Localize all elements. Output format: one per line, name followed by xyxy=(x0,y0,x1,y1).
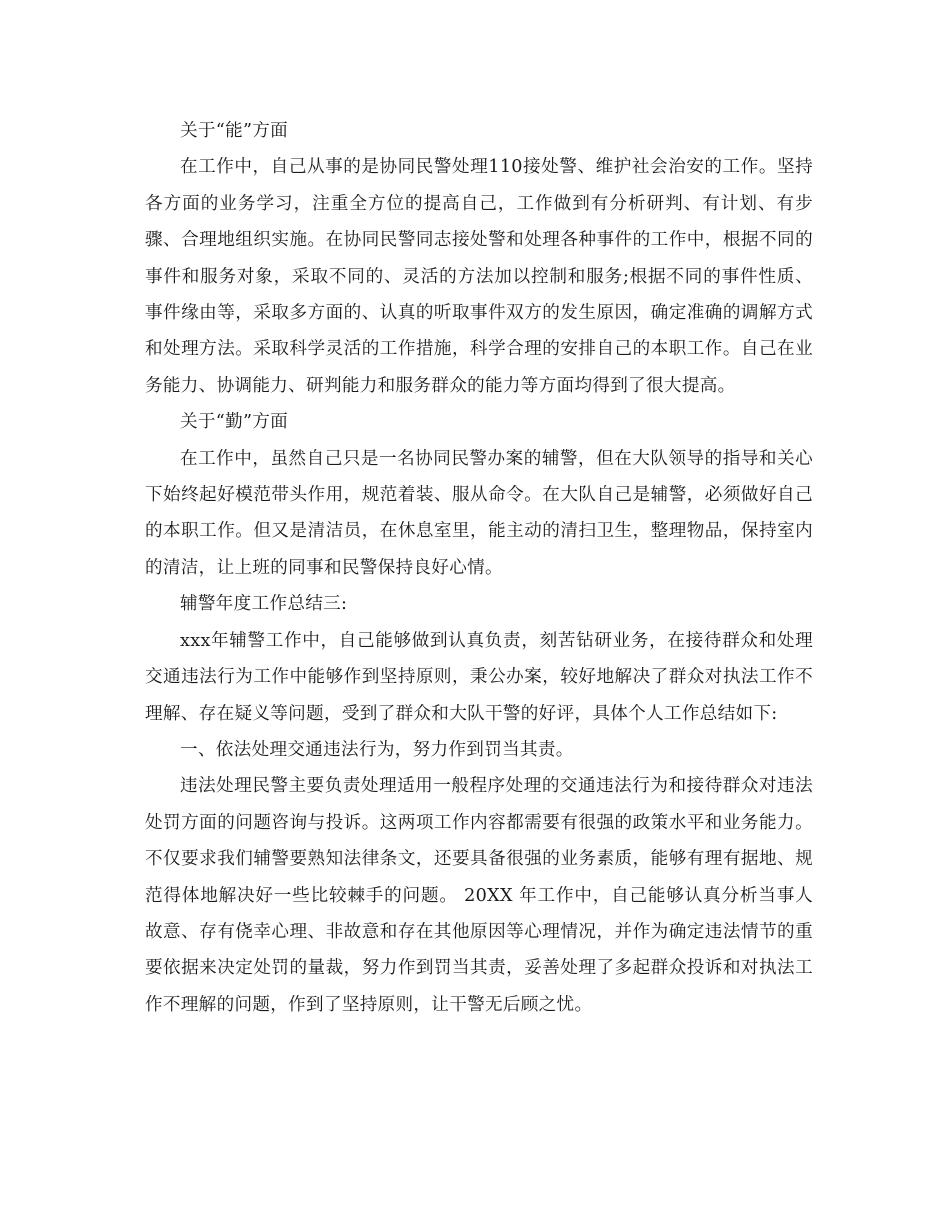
section-heading-ability: 关于“能”方面 xyxy=(180,121,289,141)
section-heading-summary-three: 辅警年度工作总结三: xyxy=(180,594,348,615)
paragraph-summary-intro: xxx年辅警工作中，自己能够做到认真负责，刻苦钻研业务，在接待群众和处理交通违法行为工作中能够作到坚持原则，秉公办案，较好地解决了群众对执法工作不理解、存在疑义等问题，受到了群众和大队干警的好评，具体个人工作总结如下: xyxy=(145,630,813,724)
paragraph-ability: 在工作中，自己从事的是协同民警处理110接处警、维护社会治安的工作。坚持各方面的业务学习，注重全方位的提高自己，工作做到有分析研判、有计划、有步骤、合理地组织实施。在协同民警同志接处警和处理各种事件的工作中，根据不同的事件和服务对象，采取不同的、灵活的方法加以控制和服务;根据不同的事件性质、事件缘由等，采取多方面的、认真的听取事件双方的发生原因，确定准确的调解方式和处理方法。采取科学灵活的工作措施，科学合理的安排自己的本职工作。自己在业务能力、协调能力、研判能力和服务群众的能力等方面均得到了很大提高。 xyxy=(145,157,813,396)
document-body xyxy=(145,113,813,1023)
paragraph-point-one: 违法处理民警主要负责处理适用一般程序处理的交通违法行为和接待群众对违法处罚方面的问题咨询与投诉。这两项工作内容都需要有很强的政策水平和业务能力。不仅要求我们辅警要熟知法律条文，还要具备很强的业务素质，能够有理有据地、规范得体地解决好一些比较棘手的问题。 20XX 年工作中，自己能够认真分析当事人故意、存有侥幸心理、非故意和存在其他原因等心理情况，并作为确定违法情节的重要依据来决定处罚的量裁，努力作到罚当其责，妥善处理了多起群众投诉和对执法工作不理解的问题，作到了坚持原则，让干警无后顾之忧。 xyxy=(145,776,813,1015)
section-heading-point-one: 一、依法处理交通违法行为，努力作到罚当其责。 xyxy=(180,739,574,760)
section-heading-diligence: 关于“勤”方面 xyxy=(180,412,289,433)
paragraph-diligence: 在工作中，虽然自己只是一名协同民警办案的辅警，但在大队领导的指导和关心下始终起好模范带头作用，规范着装、服从命令。在大队自己是辅警，必须做好自己的本职工作。但又是清洁员，在休息室里，能主动的清扫卫生，整理物品，保持室内的清洁，让上班的同事和民警保持良好心情。 xyxy=(145,448,813,578)
